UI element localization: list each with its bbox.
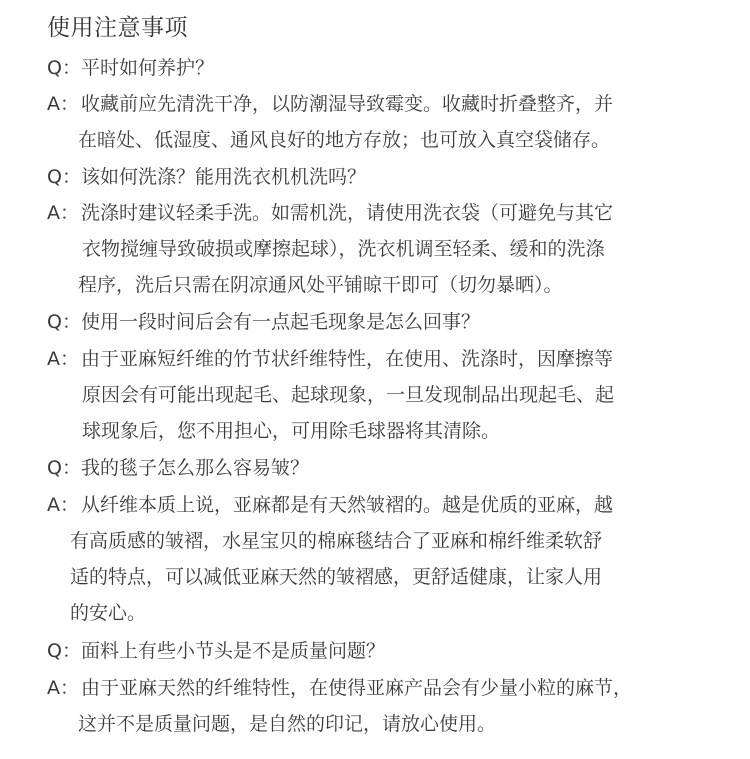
faq-question-1 <box>47 50 727 86</box>
faq-answer-1 <box>47 86 727 122</box>
answer-line: 的安心。 <box>70 602 147 624</box>
faq-answer-3 <box>47 341 727 377</box>
q-label: Q： <box>47 57 81 79</box>
a-label: A： <box>47 677 79 699</box>
q-label: Q： <box>47 640 81 662</box>
answer-line: 球现象后，您不用担心，可用除毛球器将其清除。 <box>82 420 501 442</box>
answer-line: 在暗处、低湿度、通风良好的地方存放；也可放入真空袋储存。 <box>78 129 611 151</box>
answer-line: 这并不是质量问题，是自然的印记，请放心使用。 <box>78 713 497 735</box>
q-label: Q： <box>47 311 81 333</box>
question-text: 使用一段时间后会有一点起毛现象是怎么回事？ <box>81 311 481 333</box>
a-label: A： <box>47 494 79 516</box>
a-label: A： <box>47 93 79 115</box>
answer-line: 原因会有可能出现起毛、起球现象，一旦发现制品出现起毛、起 <box>82 384 615 406</box>
question-text: 平时如何养护？ <box>81 57 215 79</box>
question-text: 面料上有些小节头是不是质量问题？ <box>81 640 386 662</box>
question-text: 该如何洗涤？能用洗衣机机洗吗？ <box>81 166 367 188</box>
q-label: Q： <box>47 166 81 188</box>
answer-line: 收藏前应先清洗干净，以防潮湿导致霉变。收藏时折叠整齐，并 <box>81 93 614 115</box>
faq-answer-4 <box>47 487 727 523</box>
page-title: 使用注意事项 <box>47 15 188 41</box>
faq-question-4 <box>47 450 727 486</box>
answer-line: 洗涤时建议轻柔手洗。如需机洗，请使用洗衣袋（可避免与其它 <box>81 202 614 224</box>
faq-question-3 <box>47 304 727 340</box>
answer-line: 有高质感的皱褶，水星宝贝的棉麻毯结合了亚麻和棉纤维柔软舒 <box>70 530 603 552</box>
faq-answer-5 <box>47 670 727 706</box>
answer-line: 由于亚麻短纤维的竹节状纤维特性，在使用、洗涤时，因摩擦等 <box>81 348 614 370</box>
faq-question-2 <box>47 159 727 195</box>
q-label: Q： <box>47 457 81 479</box>
a-label: A： <box>47 348 79 370</box>
answer-line: 适的特点，可以减低亚麻天然的皱褶感，更舒适健康，让家人用 <box>70 566 603 588</box>
answer-line: 程序，洗后只需在阴凉通风处平铺晾干即可（切勿暴晒）。 <box>78 274 563 296</box>
question-text: 我的毯子怎么那么容易皱？ <box>81 457 310 479</box>
answer-line: 衣物搅缠导致破损或摩擦起球），洗衣机调至轻柔、缓和的洗涤 <box>82 238 605 260</box>
answer-line: 从纤维本质上说，亚麻都是有天然皱褶的。越是优质的亚麻，越 <box>81 494 614 516</box>
faq-answer-2 <box>47 195 727 231</box>
answer-line: 由于亚麻天然的纤维特性，在使得亚麻产品会有少量小粒的麻节， <box>81 677 633 699</box>
a-label: A： <box>47 202 79 224</box>
faq-question-5 <box>47 633 727 669</box>
